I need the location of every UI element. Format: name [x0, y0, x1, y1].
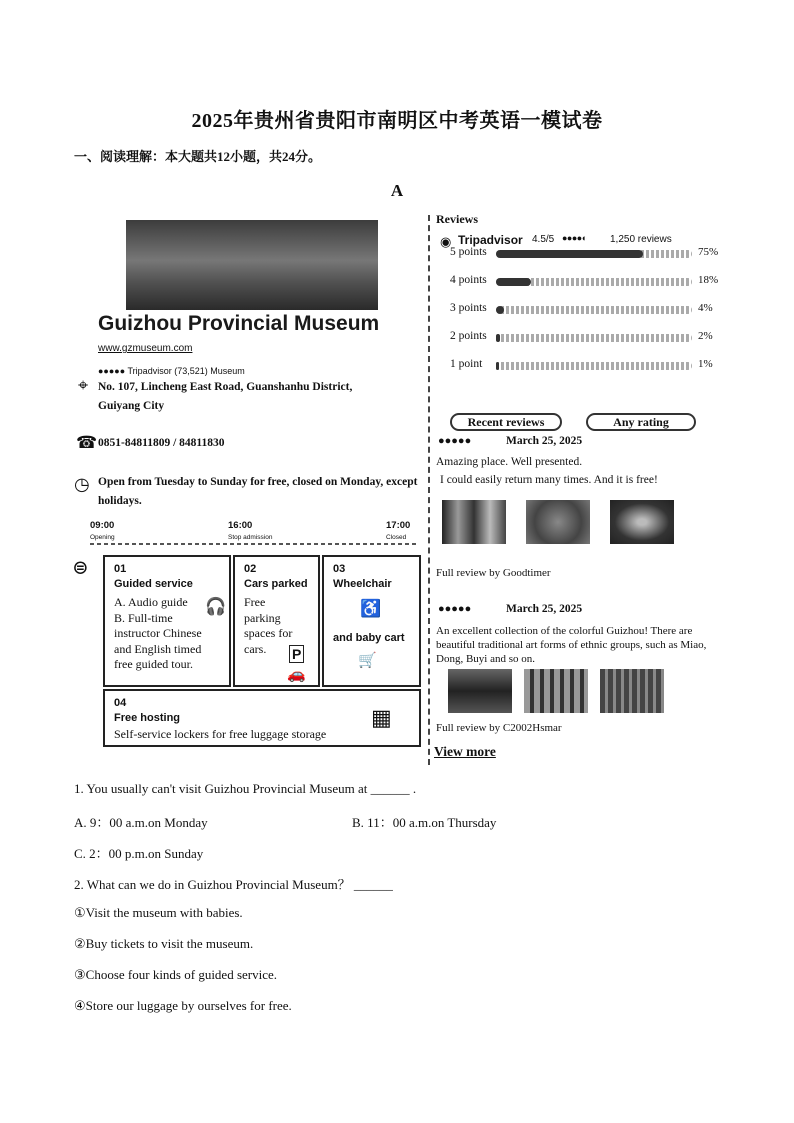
- service-line: A. Audio guide: [114, 595, 188, 609]
- service-title: Wheelchair: [333, 578, 392, 590]
- car-icon: 🚗: [287, 667, 306, 683]
- document-title: 2025年贵州省贵阳市南明区中考英语一模试卷: [191, 110, 603, 132]
- rating-bar-track: [496, 278, 692, 286]
- rating-bar-fill: [496, 278, 531, 286]
- timeline-time: 16:00: [228, 520, 253, 531]
- museum-flyer: [70, 215, 428, 765]
- review-count: 1,250 reviews: [610, 234, 672, 245]
- rating-bar-fill: [496, 334, 500, 342]
- rating-percent: 4%: [698, 302, 713, 314]
- timeline-label: Closed: [386, 534, 407, 541]
- service-icon: ⊜: [72, 557, 89, 579]
- rating-label: 1 point: [450, 358, 483, 370]
- service-line: parking: [244, 610, 281, 625]
- service-number: 04: [114, 697, 127, 709]
- service-title: Guided service: [114, 578, 193, 590]
- rating-label: 3 points: [450, 302, 487, 314]
- question-2-statement-1: ①Visit the museum with babies.: [74, 905, 243, 920]
- rating-bar-track: [496, 306, 692, 314]
- timeline-label: Stop admission: [228, 534, 273, 541]
- service-line: Self-service lockers for free luggage storage: [114, 727, 327, 741]
- question-1-option-b: B. 11：00 a.m.on Thursday: [352, 815, 497, 830]
- service-box-parking: [233, 555, 320, 687]
- timeline-time: 17:00: [386, 520, 411, 531]
- review-photo: [610, 500, 674, 544]
- review-photo: [600, 669, 664, 713]
- museum-url: www.gzmuseum.com: [98, 343, 193, 354]
- phone-icon: ☎: [76, 433, 98, 452]
- museum-phone: 0851-84811809 / 84811830: [98, 437, 225, 449]
- review-rating-dots: ●●●●●: [438, 435, 472, 447]
- locker-icon: ▦: [371, 705, 392, 730]
- review-text: An excellent collection of the colorful Guizhou! There are beautiful traditional art forms of ethnic groups, such as Miao, Dong, Buyi and so on.: [436, 625, 707, 665]
- service-line: cars.: [244, 641, 267, 656]
- reviews-heading: Reviews: [436, 212, 478, 226]
- rating-bar-track: [496, 334, 692, 342]
- reviews-panel: [434, 210, 724, 765]
- question-2: 2. What can we do in Guizhou Provincial Museum？ ______: [74, 877, 393, 892]
- review-author: Full review by Goodtimer: [436, 567, 551, 579]
- review-photo: [448, 669, 512, 713]
- baby-cart-icon: 🛒: [358, 653, 377, 669]
- service-line: and English timed: [114, 641, 202, 656]
- any-rating-button[interactable]: Any rating: [586, 413, 696, 431]
- review-author: Full review by C2002Hsmar: [436, 722, 562, 734]
- view-more-link[interactable]: View more: [434, 744, 496, 759]
- rating-label: 2 points: [450, 330, 487, 342]
- passage-label: A: [390, 181, 404, 200]
- rating-bar-fill: [496, 362, 499, 370]
- question-2-statement-3: ③Choose four kinds of guided service.: [74, 967, 278, 982]
- service-number: 01: [114, 563, 127, 575]
- overall-rating-dots: ●●●●◐: [562, 233, 587, 243]
- rating-percent: 18%: [698, 274, 719, 286]
- section-heading: 一、阅读理解：本大题共12小题，共24分。: [74, 149, 322, 164]
- timeline-time: 09:00: [90, 520, 115, 531]
- wheelchair-icon: ♿: [360, 599, 382, 618]
- service-number: 03: [333, 563, 346, 575]
- service-line: B. Full-time: [114, 610, 173, 625]
- recent-reviews-button[interactable]: Recent reviews: [450, 413, 562, 431]
- service-line: and baby cart: [333, 632, 405, 644]
- museum-photo: [126, 220, 378, 310]
- service-box-wheelchair: [322, 555, 421, 687]
- question-2-statement-2: ②Buy tickets to visit the museum.: [74, 936, 254, 951]
- rating-percent: 2%: [698, 330, 713, 342]
- service-number: 02: [244, 563, 257, 575]
- rating-label: 4 points: [450, 274, 487, 286]
- review-text: Amazing place. Well presented.: [436, 456, 583, 468]
- rating-bar-fill: [496, 306, 504, 314]
- question-1-option-c: C. 2：00 p.m.on Sunday: [74, 846, 204, 861]
- rating-bar-track: [496, 250, 692, 258]
- tripadvisor-rating-line: ●●●●● Tripadvisor (73,521) Museum: [98, 366, 245, 376]
- review-rating-dots: ●●●●●: [438, 603, 472, 615]
- museum-name: Guizhou Provincial Museum: [98, 312, 380, 335]
- rating-label: 5 points: [450, 246, 487, 258]
- timeline-bar: [90, 543, 417, 545]
- review-photo: [526, 500, 590, 544]
- clock-icon: ◷: [74, 474, 90, 494]
- review-date: March 25, 2025: [506, 435, 583, 447]
- service-line: instructor Chinese: [114, 626, 202, 640]
- service-line: Free: [244, 595, 266, 609]
- service-line: free guided tour.: [114, 657, 193, 671]
- tripadvisor-name: Tripadvisor: [458, 233, 523, 247]
- review-photo: [442, 500, 506, 544]
- service-title: Cars parked: [244, 578, 308, 590]
- rating-percent: 1%: [698, 358, 713, 370]
- question-2-statement-4: ④Store our luggage by ourselves for free.: [74, 998, 292, 1013]
- service-box-hosting: [103, 689, 421, 747]
- review-date: March 25, 2025: [506, 603, 583, 615]
- review-photo: [524, 669, 588, 713]
- rating-percent: 75%: [698, 246, 719, 258]
- opening-hours: Open from Tuesday to Sunday for free, closed on Monday, except holidays.: [98, 476, 418, 507]
- museum-address: No. 107, Lincheng East Road, Guanshanhu District, Guiyang City: [98, 381, 353, 412]
- rating-bar-track: [496, 362, 692, 370]
- location-pin-icon: ⌖: [78, 375, 89, 395]
- service-line: spaces for: [244, 626, 293, 640]
- question-1: 1. You usually can't visit Guizhou Provincial Museum at ______ .: [74, 781, 417, 796]
- rating-bar-fill: [496, 250, 643, 258]
- headphones-icon: 🎧: [205, 597, 227, 616]
- service-title: Free hosting: [114, 712, 181, 724]
- parking-icon: P: [289, 645, 304, 663]
- tripadvisor-owl-icon: ◉: [440, 234, 452, 249]
- overall-score: 4.5/5: [532, 234, 555, 245]
- service-box-guided: [103, 555, 231, 687]
- review-text: I could easily return many times. And it is free!: [440, 474, 658, 486]
- question-1-option-a: A. 9：00 a.m.on Monday: [74, 815, 208, 830]
- panel-divider: [428, 215, 430, 765]
- timeline-label: Opening: [90, 534, 115, 541]
